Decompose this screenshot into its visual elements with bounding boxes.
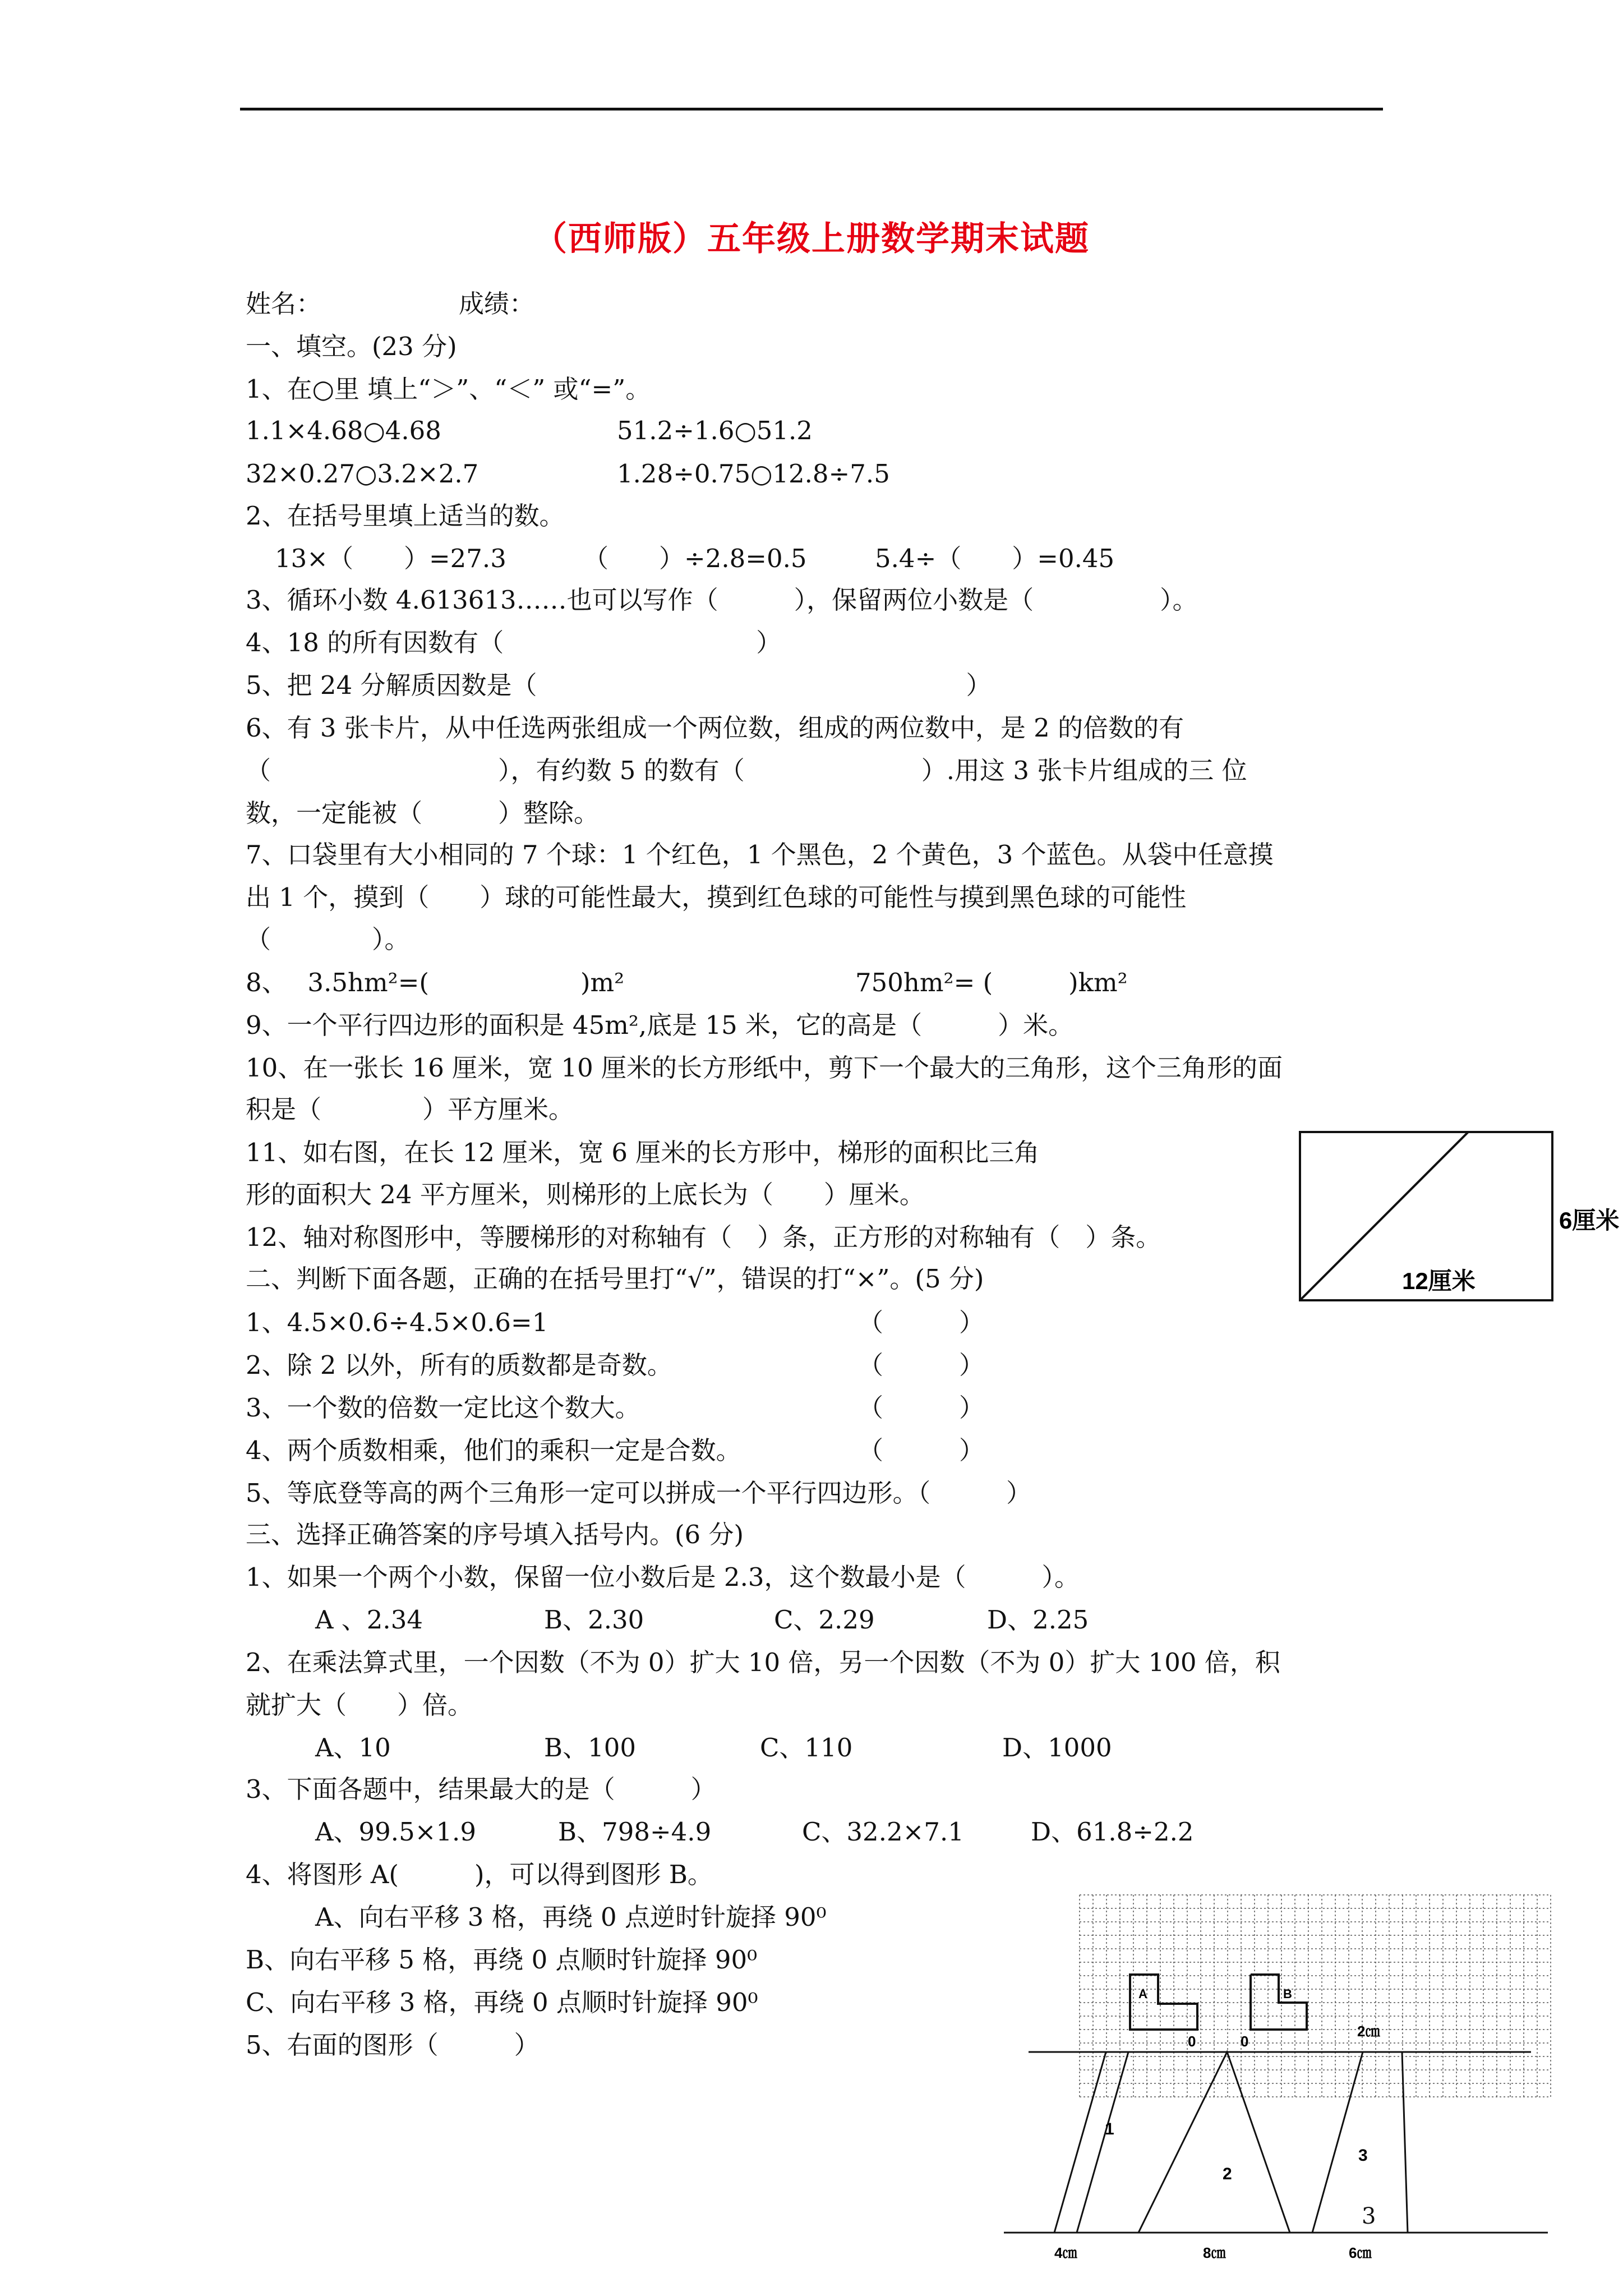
s3-q3-option-a: A、99.5×1.9 [315, 1817, 476, 1847]
s1-q2a: 13×（ ）=27.3 [275, 544, 506, 573]
s1-q1c: 32×0.27○3.2×2.7 [246, 459, 479, 489]
section1-heading: 一、填空。(23 分) [246, 332, 457, 361]
s1-q7b: 出 1 个，摸到（ ）球的可能性最大，摸到红色球的可能性与摸到黑色球的可能性 [246, 882, 1187, 912]
s3-q2-option-d: D、1000 [1002, 1733, 1112, 1763]
s3-q4-option-a: A、向右平移 3 格，再绕 0 点逆时针旋择 90⁰ [315, 1902, 827, 1932]
s3-q1-option-b: B、2.30 [544, 1605, 644, 1635]
s1-q2b: （ ）÷2.8=0.5 [583, 544, 807, 573]
label-o2: 0 [1241, 2033, 1249, 2050]
s2-paren-4: （ ） [858, 1435, 985, 1465]
s2-item-5: 5、等底登等高的两个三角形一定可以拼成一个平行四边形。（ ） [246, 1478, 1032, 1508]
s3-q4: 4、将图形 A( )，可以得到图形 B。 [246, 1860, 713, 1889]
dim-2cm-label: 2㎝ [1357, 2023, 1380, 2040]
s1-q1: 1、在○里 填上“＞”、“＜” 或“=”。 [246, 374, 651, 404]
s3-q3-option-c: C、32.2×7.1 [802, 1817, 964, 1847]
s2-item-1: 1、4.5×0.6÷4.5×0.6=1 [246, 1308, 548, 1337]
height-label: 6厘米 [1559, 1207, 1620, 1234]
s1-q2c: 5.4÷（ ）=0.45 [875, 544, 1115, 573]
shape-b [1251, 1975, 1307, 2030]
header-rule [240, 108, 1383, 111]
label-b: B [1283, 1987, 1292, 2001]
dotted-grid [1080, 1895, 1551, 2097]
s3-q4-option-c: C、向右平移 3 格，再绕 0 点顺时针旋择 90⁰ [246, 1987, 758, 2017]
s1-q11a: 11、如右图，在长 12 厘米，宽 6 厘米的长方形中，梯形的面积比三角 [246, 1138, 1040, 1167]
dim-4cm-label: 4㎝ [1054, 2244, 1077, 2261]
s1-q1b: 51.2÷1.6○51.2 [617, 416, 813, 445]
label-a: A [1138, 1987, 1147, 2001]
s1-q6c: 数，一定能被（ ）整除。 [246, 798, 600, 828]
s3-q1: 1、如果一个两个小数，保留一位小数后是 2.3，这个数最小是（ ）。 [246, 1562, 1080, 1592]
s1-q8b: 750hm²= ( )km² [855, 968, 1128, 997]
dim-8cm-label: 8㎝ [1203, 2244, 1226, 2261]
section3-heading: 三、选择正确答案的序号填入括号内。(6 分) [246, 1520, 744, 1549]
s3-q3-option-d: D、61.8÷2.2 [1031, 1817, 1194, 1847]
s1-q7a: 7、口袋里有大小相同的 7 个球：1 个红色，1 个黑色，2 个黄色，3 个蓝色。从袋中任意摸 [246, 840, 1274, 869]
dim-6cm-label: 6㎝ [1349, 2244, 1372, 2261]
s1-q11b: 形的面积大 24 平方厘米，则梯形的上底长为（ ）厘米。 [246, 1180, 925, 1209]
s3-q2a: 2、在乘法算式里，一个因数（不为 0）扩大 10 倍，另一个因数（不为 0）扩大 100 倍，积 [246, 1648, 1280, 1677]
s3-q3: 3、下面各题中，结果最大的是（ ） [246, 1774, 716, 1804]
page-number: 3 [1362, 2203, 1376, 2229]
s3-q2-option-b: B、100 [544, 1733, 636, 1763]
shape-2-triangle [1138, 2052, 1290, 2233]
s2-item-4: 4、两个质数相乘，他们的乘积一定是合数。 [246, 1435, 741, 1465]
s3-q1-option-d: D、2.25 [987, 1605, 1089, 1635]
s3-q2-option-a: A、10 [315, 1733, 391, 1763]
s1-q7c: （ ）。 [246, 924, 410, 954]
s1-q10a: 10、在一张长 16 厘米，宽 10 厘米的长方形纸中，剪下一个最大的三角形，这个三角形的面 [246, 1053, 1283, 1083]
s1-q5: 5、把 24 分解质因数是（ ） [246, 670, 992, 700]
s3-q2-option-c: C、110 [760, 1733, 853, 1763]
shape-3-label: 3 [1358, 2146, 1368, 2165]
section2-heading: 二、判断下面各题，正确的在括号里打“√”，错误的打“×”。(5 分) [246, 1264, 984, 1294]
s1-q2: 2、在括号里填上适当的数。 [246, 501, 565, 531]
page-title: （西师版）五年级上册数学期末试题 [533, 219, 1090, 259]
s3-q1-option-a: A 、2.34 [315, 1605, 423, 1635]
grid-figure [998, 1890, 1559, 2266]
s1-q4: 4、18 的所有因数有（ ） [246, 628, 782, 657]
s1-q6b: （ ），有约数 5 的数有（ ）.用这 3 张卡片组成的三 位 [246, 756, 1247, 785]
label-o1: 0 [1188, 2033, 1196, 2050]
s3-q3-option-b: B、798÷4.9 [558, 1817, 712, 1847]
rectangle-figure [1295, 1128, 1623, 1307]
shape-1-parallelogram [1054, 2052, 1128, 2233]
s1-q3: 3、循环小数 4.613613……也可以写作（ ），保留两位小数是（ ）。 [246, 585, 1198, 615]
s1-q6a: 6、有 3 张卡片，从中任选两张组成一个两位数，组成的两位数中，是 2 的倍数的有 [246, 713, 1184, 743]
s3-q2b: 就扩大（ ）倍。 [246, 1690, 473, 1720]
shape-1-label: 1 [1105, 2120, 1114, 2138]
s1-q9: 9、一个平行四边形的面积是 45m²,底是 15 米，它的高是（ ）米。 [246, 1010, 1074, 1040]
s2-paren-3: （ ） [858, 1393, 985, 1423]
s1-q1a: 1.1×4.68○4.68 [246, 416, 441, 445]
s1-q8a: 8、 3.5hm²=( )m² [246, 968, 625, 997]
s2-paren-1: （ ） [858, 1308, 985, 1337]
score-label: 成绩： [459, 289, 535, 319]
s3-q4-option-b: B、向右平移 5 格，再绕 0 点顺时针旋择 90⁰ [246, 1945, 758, 1975]
name-label: 姓名： [246, 289, 322, 319]
shape-3-trapezoid [1312, 2052, 1408, 2233]
s1-q10b: 积是（ ）平方厘米。 [246, 1094, 574, 1124]
s2-paren-2: （ ） [858, 1350, 985, 1380]
s2-item-2: 2、除 2 以外，所有的质数都是奇数。 [246, 1350, 672, 1380]
s2-item-3: 3、一个数的倍数一定比这个数大。 [246, 1393, 640, 1423]
shape-2-label: 2 [1223, 2165, 1232, 2183]
s1-q12: 12、轴对称图形中，等腰梯形的对称轴有（ ）条，正方形的对称轴有（ ）条。 [246, 1222, 1161, 1252]
s3-q5: 5、右面的图形（ ） [246, 2030, 540, 2060]
width-label: 12厘米 [1402, 1268, 1476, 1294]
s3-q1-option-c: C、2.29 [774, 1605, 875, 1635]
s1-q1d: 1.28÷0.75○12.8÷7.5 [617, 459, 890, 489]
